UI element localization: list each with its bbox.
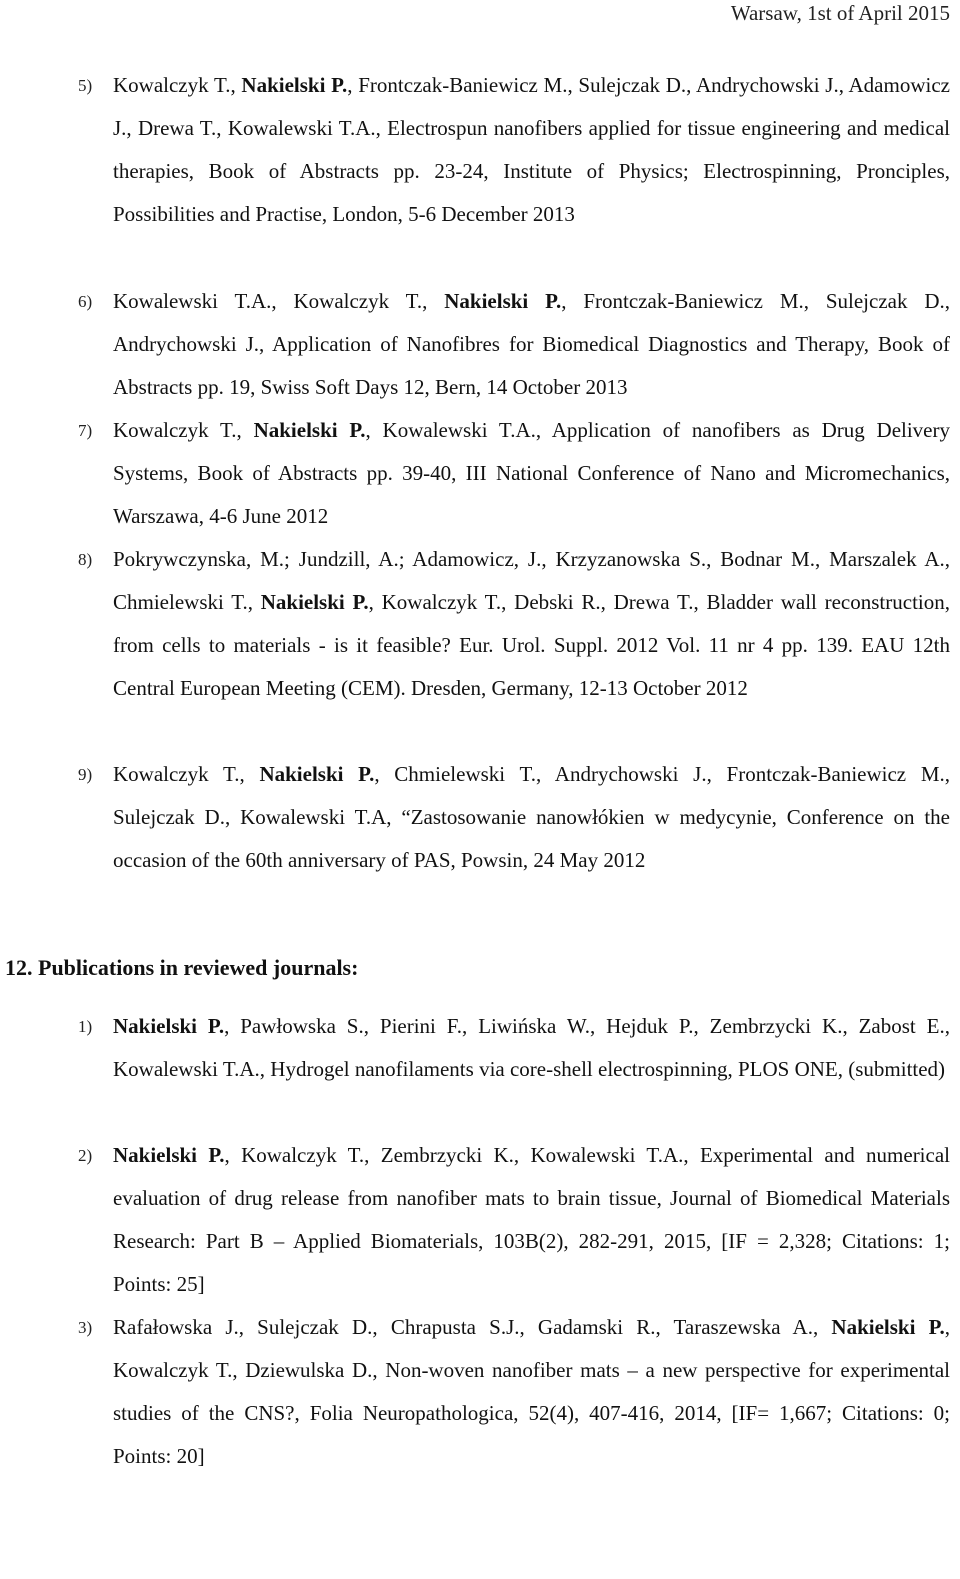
item-number: 1): [78, 1017, 93, 1036]
item-number: 7): [78, 421, 93, 440]
author-highlight: Nakielski P.: [113, 1014, 225, 1038]
citation-part: , Pawłowska S., Pierini F., Liwińska W., Hejduk P., Zembrzycki K., Zabost E., Kowalewski T.A., Hydrogel nanofilaments via core-shell electrospinning, PLOS ONE, (submitted): [113, 1014, 950, 1081]
citation-part: , Kowalewski T.A., Application of nanofibers as Drug Delivery Systems, Book of Abstracts pp. 39-40, III National Conference of Nano and Micromechanics, Warszawa, 4-6 June 2012: [113, 418, 950, 528]
citation-part: Kowalczyk T.,: [113, 73, 242, 97]
citation-part: , Chmielewski T., Andrychowski J., Frontczak-Baniewicz M., Sulejczak D., Kowalewski T.A, “Zastosowanie nanowłókien w medycynie, Conference on the occasion of the 60th anniversary of PAS, Powsin, 24 May 2012: [113, 762, 951, 872]
author-highlight: Nakielski P.: [259, 762, 375, 786]
citation-text: [113, 1306, 950, 1478]
citation-part: Kowalczyk T.,: [113, 762, 260, 786]
citation-part: , Frontczak-Baniewicz M., Sulejczak D., Andrychowski J., Application of Nanofibres for Biomedical Diagnostics and Therapy, Book of Abstracts pp. 19, Swiss Soft Days 12, Bern, 14 October 2013: [113, 289, 950, 399]
item-number: 6): [78, 292, 93, 311]
item-number: 9): [78, 765, 93, 784]
citation-text: [113, 409, 950, 538]
citation-text: [113, 280, 950, 409]
item-number: 8): [78, 550, 93, 569]
author-highlight: Nakielski P.: [253, 418, 366, 442]
author-highlight: Nakielski P.: [260, 590, 369, 614]
citation-text: [113, 64, 950, 236]
citation-part: , Frontczak-Baniewicz M., Sulejczak D., Andrychowski J., Adamowicz J., Drewa T., Kowalewski T.A., Electrospun nanofibers applied for tissue engineering and medical therapies, Book of Abstracts pp. 23-24, Institute of Physics; Electrospinning, Pronciples, Possibilities and Practise, London, 5-6 December 2013: [113, 73, 950, 226]
author-highlight: Nakielski P.: [113, 1143, 225, 1167]
citation-part: Kowalczyk T.,: [113, 418, 254, 442]
citation-part: Kowalewski T.A., Kowalczyk T.,: [113, 289, 445, 313]
citation-part: Rafałowska J., Sulejczak D., Chrapusta S.J., Gadamski R., Taraszewska A.,: [113, 1315, 832, 1339]
section-heading: 12. Publications in reviewed journals:: [5, 955, 359, 980]
header-date: Warsaw, 1st of April 2015: [730, 1, 950, 25]
citation-part: Pokrywczynska, M.; Jundzill, A.; Adamowicz, J., Krzyzanowska S., Bodnar M., Marszalek A., Chmielewski T.,: [113, 547, 950, 614]
item-number: 2): [78, 1146, 93, 1165]
author-highlight: Nakielski P.: [831, 1315, 945, 1339]
citation-part: , Kowalczyk T., Dziewulska D., Non-woven nanofiber mats – a new perspective for experimental studies of the CNS?, Folia Neuropathologica, 52(4), 407-416, 2014, [IF= 1,667; Citations: 0; Points: 20]: [113, 1315, 951, 1468]
citation-text: [113, 1134, 950, 1306]
citation-text: [113, 538, 950, 710]
author-highlight: Nakielski P.: [241, 73, 348, 97]
citation-part: , Kowalczyk T., Debski R., Drewa T., Bladder wall reconstruction, from cells to materials - is it feasible? Eur. Urol. Suppl. 2012 Vol. 11 nr 4 pp. 139. EAU 12th Central European Meeting (CEM). Dresden, Germany, 12-13 October 2012: [113, 590, 950, 700]
citation-part: , Kowalczyk T., Zembrzycki K., Kowalewski T.A., Experimental and numerical evaluation of drug release from nanofiber mats to brain tissue, Journal of Biomedical Materials Research: Part B – Applied Biomaterials, 103B(2), 282-291, 2015, [IF = 2,328; Citations: 1; Points: 25]: [113, 1143, 950, 1296]
item-number: 5): [78, 76, 93, 95]
item-number: 3): [78, 1318, 93, 1337]
citation-text: [113, 1005, 950, 1091]
author-highlight: Nakielski P.: [444, 289, 562, 313]
citation-text: [113, 753, 950, 882]
